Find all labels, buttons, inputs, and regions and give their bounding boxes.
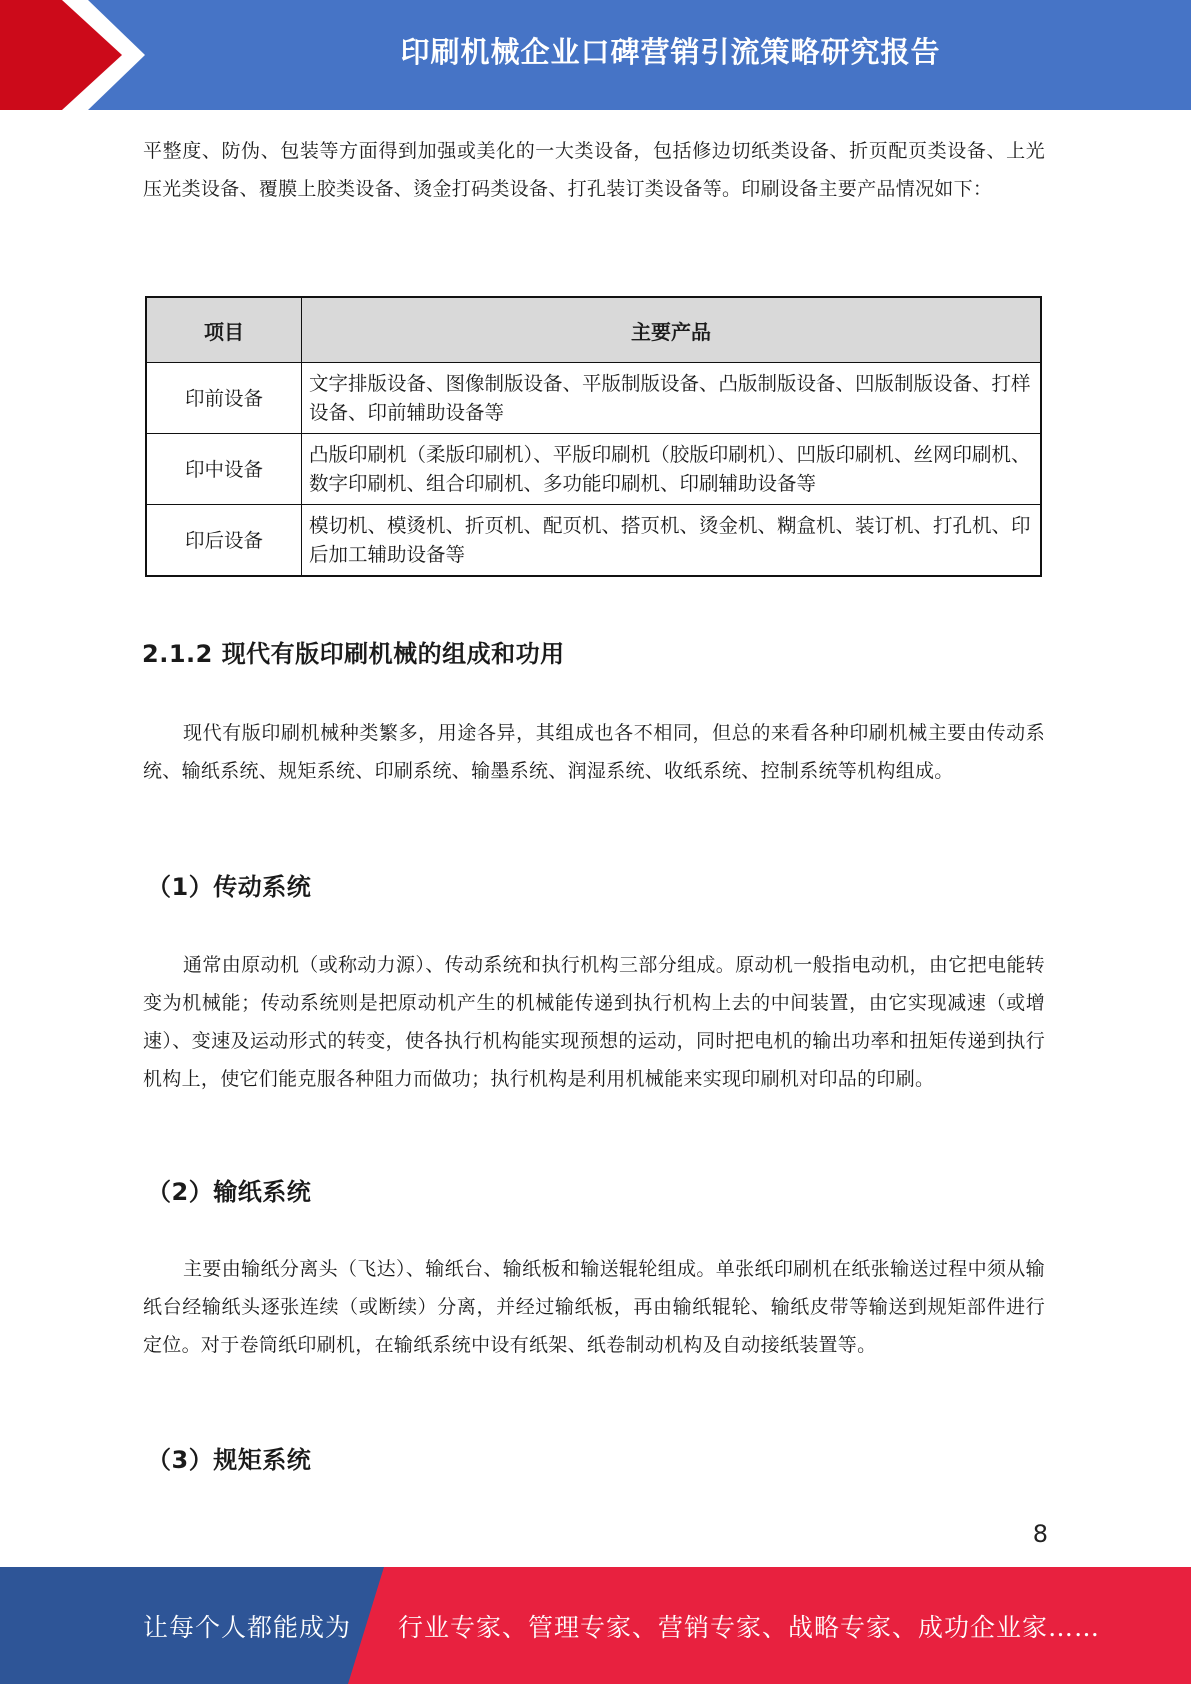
subsection-body-transmission (143, 946, 1045, 1098)
table-cell-item: 印中设备 (146, 434, 302, 505)
intro-section (143, 132, 1045, 208)
subsection-paragraph: 通常由原动机（或称动力源）、传动系统和执行机构三部分组成。原动机一般指电动机，由它把电能转变为机械能；传动系统则是把原动机产生的机械能传递到执行机构上去的中间装置，由它实现减速（或增速）、变速及运动形式的转变，使各执行机构能实现预想的运动，同时把电机的输出功率和扭矩传递到执行机构上，使它们能克服各种阻力而做功；执行机构是利用机械能来实现印刷机对印品的印刷。 (143, 954, 1045, 1090)
table-cell-products: 凸版印刷机（柔版印刷机）、平版印刷机（胶版印刷机）、凹版印刷机、丝网印刷机、数字印刷机、组合印刷机、多功能印刷机、印刷辅助设备等 (302, 434, 1042, 505)
section-paragraph: 现代有版印刷机械种类繁多，用途各异，其组成也各不相同，但总的来看各种印刷机械主要由传动系统、输纸系统、规矩系统、印刷系统、输墨系统、润湿系统、收纸系统、控制系统等机构组成。 (143, 722, 1045, 782)
footer-slogan-right: 行业专家、管理专家、营销专家、战略专家、成功企业家…… (398, 1612, 1101, 1642)
table-row (146, 505, 1041, 577)
subsection-heading-paper-feed: （2）输纸系统 (147, 1178, 312, 1206)
table-cell-products: 文字排版设备、图像制版设备、平版制版设备、凸版制版设备、凹版制版设备、打样设备、印前辅助设备等 (302, 363, 1042, 434)
table-header-item: 项目 (146, 297, 302, 363)
subsection-paragraph: 主要由输纸分离头（飞达）、输纸台、输纸板和输送辊轮组成。单张纸印刷机在纸张输送过程中须从输纸台经输纸头逐张连续（或断续）分离，并经过输纸板，再由输纸辊轮、输纸皮带等输送到规矩部件进行定位。对于卷筒纸印刷机，在输纸系统中设有纸架、纸卷制动机构及自动接纸装置等。 (143, 1258, 1045, 1356)
subsection-body-paper-feed (143, 1250, 1045, 1364)
footer-slogan-left: 让每个人都能成为 (143, 1612, 352, 1642)
product-table (145, 296, 1042, 577)
section-body (143, 714, 1045, 790)
subsection-heading-transmission: （1）传动系统 (147, 873, 312, 901)
intro-paragraph: 平整度、防伪、包装等方面得到加强或美化的一大类设备，包括修边切纸类设备、折页配页类设备、上光压光类设备、覆膜上胶类设备、烫金打码类设备、打孔装订类设备等。印刷设备主要产品情况如下： (143, 140, 1045, 200)
page-header (0, 0, 1191, 110)
table-header-products: 主要产品 (302, 297, 1042, 363)
table-cell-item: 印前设备 (146, 363, 302, 434)
report-title: 印刷机械企业口碑营销引流策略研究报告 (400, 34, 941, 69)
table-cell-products: 模切机、模烫机、折页机、配页机、搭页机、烫金机、糊盒机、装订机、打孔机、印后加工辅助设备等 (302, 505, 1042, 577)
product-table-wrapper (145, 296, 1042, 577)
table-row (146, 434, 1041, 505)
table-cell-item: 印后设备 (146, 505, 302, 577)
page-number: 8 (1032, 1520, 1048, 1548)
subsection-heading-register: （3）规矩系统 (147, 1446, 312, 1474)
section-heading: 2.1.2 现代有版印刷机械的组成和功用 (142, 640, 565, 668)
header-arrow-decoration (0, 0, 145, 110)
page-footer (0, 1567, 1191, 1684)
table-row (146, 363, 1041, 434)
table-header-row (146, 297, 1041, 363)
